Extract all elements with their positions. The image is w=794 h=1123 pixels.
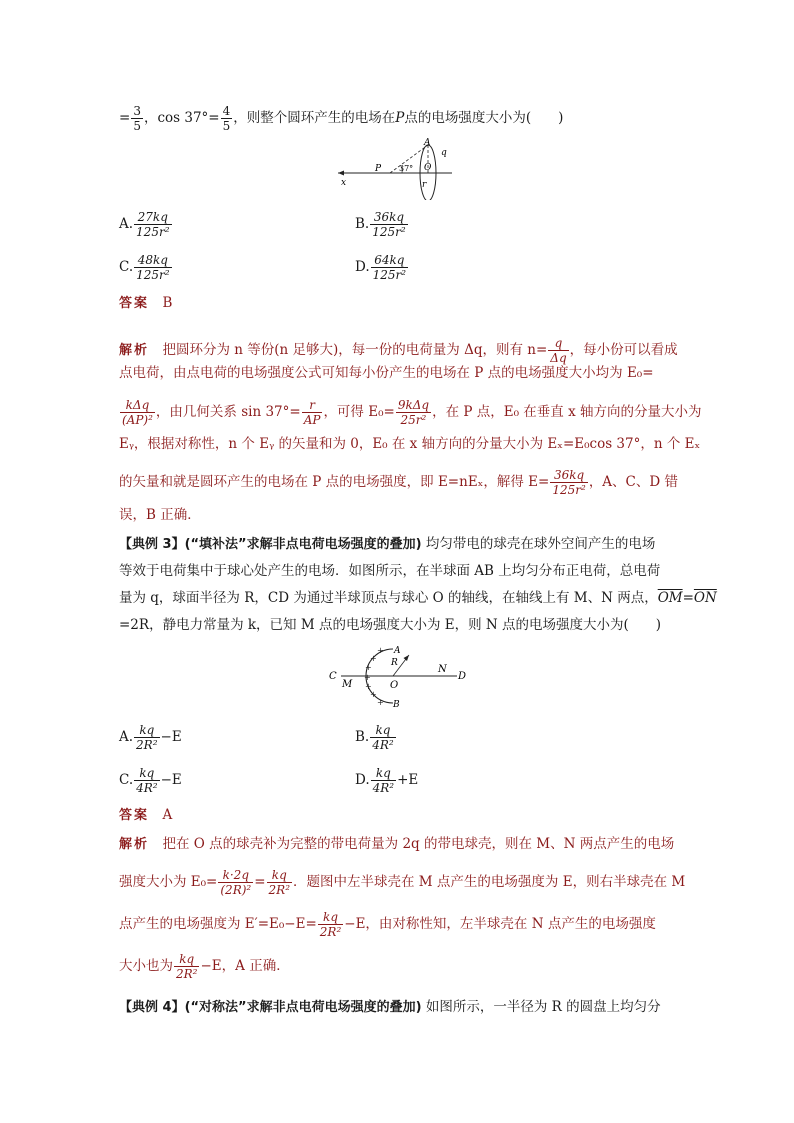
fig2-label-D: D [458, 671, 467, 682]
sin-fraction: $\frac{3}{5}$ [133, 104, 141, 133]
fig1-label-O: O [424, 163, 432, 173]
option-b-1[interactable]: B. $\frac{36kq}{\text{125r²}}$ [355, 210, 406, 239]
fig1-label-x: x [341, 178, 347, 188]
analysis-1-line-4: Eᵧ，根据对称性，n 个 Eᵧ 的矢量和为 0，E₀ 在 x 轴方向的分量大小为 Eₓ=E₀cos 37°，n 个 Eₓ [119, 436, 701, 452]
fig1-label-P: P [375, 164, 382, 174]
option-c-1[interactable]: C. $\frac{48kq}{\text{125r²}}$ [119, 253, 170, 282]
option-d-2[interactable]: D. $\frac{kq}{\text{4R²}}$ +E [355, 766, 419, 795]
analysis-1-line-5: 的矢量和就是圆环产生的电场在 P 点的电场强度，即 E=nEₓ，解得 E= $\frac{36kq}{\text{125r²}}$ ，A、C、D 错 [119, 468, 679, 497]
analysis-2-line-2: 强度大小为 E₀= $\frac{k\cdot 2q}{\text{(2R)²}}$ = $\frac{kq}{\text{2R²}}$ ．题图中左半球壳在 M 点产生的电场强度为 E，则右半球壳在 M [119, 868, 686, 897]
example-4-line-1: 【典例 4】(“对称法”求解非点电荷电场强度的叠加) 如图所示，一半径为 R 的圆盘上均匀分 [119, 999, 661, 1015]
option-c-2[interactable]: C. $\frac{kq}{\text{4R²}}$ −E [119, 766, 182, 795]
svg-text:+: + [377, 698, 384, 707]
fig2-label-M: M [342, 679, 353, 690]
svg-text:+: + [377, 646, 384, 655]
fig2-label-C: C [329, 671, 337, 682]
fig1-label-q: q [441, 148, 447, 158]
fig2-label-O: O [390, 680, 399, 691]
analysis-1-line-6: 误，B 正确． [119, 507, 201, 523]
fig2-label-N: N [438, 664, 447, 675]
hemisphere-figure [325, 643, 475, 711]
analysis-1-line-1: 解析 把圆环分为 n 等份(n 足够大)，每一份的电荷量为 Δq，则有 n= $\frac{q}{\Delta q}$ ，每小份可以看成 [119, 336, 678, 365]
analysis-1-line-2: 点电荷，由点电荷的电场强度公式可知每小份产生的电场在 P 点的电场强度大小均为 E₀= [119, 365, 654, 381]
svg-text:+: + [365, 682, 372, 691]
fig1-label-r: r [422, 180, 427, 190]
option-d-1[interactable]: D. $\frac{64kq}{\text{125r²}}$ [355, 253, 407, 282]
svg-text:+: + [370, 690, 377, 699]
example-3-line-2: 等效于电荷集中于球心处产生的电场．如图所示，在半球面 AB 上均匀分布正电荷，总电荷 [119, 563, 661, 579]
answer-2: 答案 A [119, 807, 173, 823]
example-3-line-4: =2R，静电力常量为 k，已知 M 点的电场强度大小为 E，则 N 点的电场强度大小为( ) [119, 617, 662, 633]
analysis-2-line-1: 解析 把在 O 点的球壳补为完整的带电荷量为 2q 的带电球壳，则在 M、N 两点产生的电场 [119, 836, 675, 852]
fig1-label-A: A [424, 138, 431, 148]
fig2-label-R: R [391, 658, 398, 668]
analysis-2-line-3: 点产生的电场强度为 E′=E₀−E= $\frac{kq}{\text{2R²}}$ −E，由对称性知，左半球壳在 N 点产生的电场强度 [119, 910, 656, 939]
example-3-line-3: 量为 q，球面半径为 R，CD 为通过半球顶点与球心 O 的轴线，在轴线上有 M、N 两点，$\overline{OM}=\overline{ON}$ [119, 590, 717, 606]
option-b-2[interactable]: B. $\frac{kq}{\text{4R²}}$ [355, 723, 394, 752]
fig1-label-angle: 37° [399, 164, 414, 173]
ring-figure [330, 135, 460, 200]
svg-text:+: + [364, 673, 371, 682]
example-3-line-1: 【典例 3】(“填补法”求解非点电荷电场强度的叠加) 均匀带电的球壳在球外空间产生的电场 [119, 536, 656, 552]
fig2-label-A: A [394, 646, 401, 656]
fig2-label-B: B [393, 700, 400, 710]
option-a-2[interactable]: A. $\frac{kq}{\text{2R²}}$ −E [119, 723, 182, 752]
svg-text:+: + [365, 663, 372, 672]
problem-line-1: = $\frac{3}{5}$ ，cos 37°= $\frac{4}{5}$ ，则整个圆环产生的电场在P点的电场强度大小为( ) [119, 104, 564, 133]
analysis-1-line-3: $\frac{\text{kΔq}}{\text{(AP)²}}$ ，由几何关系 sin 37°= $\frac{r}{AP}$ ，可得 E₀= $\frac{\text{9kΔq}}{\text{25r²}}$ ，在 P 点，E₀ 在垂直 x 轴方向的分量大小为 [122, 398, 702, 427]
answer-1: 答案 B [119, 295, 173, 311]
svg-text:+: + [370, 654, 377, 663]
option-a-1[interactable]: A. $\frac{27kq}{\text{125r²}}$ [119, 210, 170, 239]
cos-fraction: $\frac{4}{5}$ [222, 104, 231, 133]
analysis-2-line-4: 大小也为 $\frac{kq}{\text{2R²}}$ −E，A 正确． [119, 952, 290, 981]
